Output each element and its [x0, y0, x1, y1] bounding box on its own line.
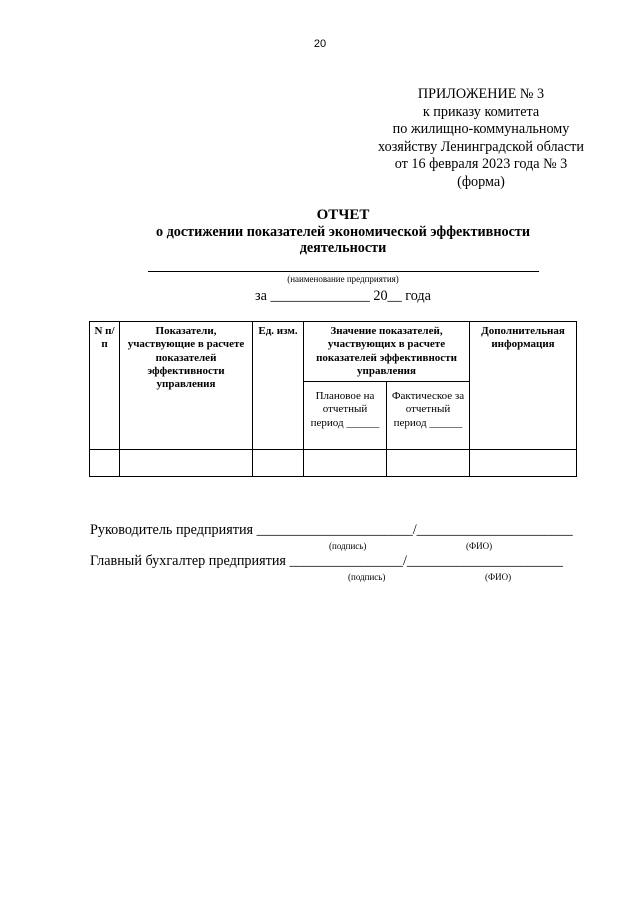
organization-name-line[interactable] — [148, 271, 539, 272]
table-cell[interactable] — [120, 450, 253, 477]
page-number: 20 — [313, 38, 327, 50]
organization-caption: (наименование предприятия) — [287, 274, 399, 284]
report-title — [100, 207, 586, 257]
table-cell[interactable] — [387, 450, 470, 477]
table-cell[interactable] — [90, 450, 120, 477]
header-actual: Фактическое за отчетный период ______ — [387, 382, 470, 450]
table-cell[interactable] — [304, 450, 387, 477]
director-signature-line[interactable]: Руководитель предприятия ______________________/______________________ — [90, 522, 573, 538]
appendix-block — [350, 86, 612, 192]
appendix-line: по жилищно-коммунальному — [392, 121, 570, 138]
accountant-signature-line[interactable]: Главный бухгалтер предприятия ________________/______________________ — [90, 553, 563, 569]
accountant-name-caption: (ФИО) — [485, 572, 512, 582]
director-sign-caption: (подпись) — [329, 541, 367, 551]
table-row — [90, 450, 577, 477]
header-num: N п/п — [90, 322, 120, 450]
report-title-main: ОТЧЕТ — [316, 207, 370, 223]
accountant-sign-caption: (подпись) — [348, 572, 386, 582]
header-values: Значение показателей, участвующих в расчете показателей эффективности управления — [304, 322, 470, 382]
appendix-line: хозяйству Ленинградской области — [378, 138, 584, 155]
director-name-caption: (ФИО) — [466, 541, 493, 551]
appendix-line: к приказу комитета — [422, 103, 540, 120]
report-title-subtitle-cont: деятельности — [299, 240, 387, 257]
table-cell[interactable] — [253, 450, 304, 477]
report-title-subtitle: о достижении показателей экономической эффективности — [155, 223, 531, 240]
header-unit: Ед. изм. — [253, 322, 304, 450]
table-header-row — [90, 322, 577, 382]
appendix-line: от 16 февраля 2023 года № 3 — [394, 156, 568, 173]
header-indicators: Показатели, участвующие в расчете показателей эффективности управления — [120, 322, 253, 450]
table-cell[interactable] — [470, 450, 577, 477]
header-planned: Плановое на отчетный период ______ — [304, 382, 387, 450]
appendix-line: ПРИЛОЖЕНИЕ № 3 — [417, 86, 545, 102]
report-period[interactable]: за ______________ 20__ года — [255, 288, 431, 304]
header-additional: Дополнительная информация — [470, 322, 577, 450]
report-table — [89, 321, 577, 477]
appendix-line: (форма) — [457, 173, 505, 190]
